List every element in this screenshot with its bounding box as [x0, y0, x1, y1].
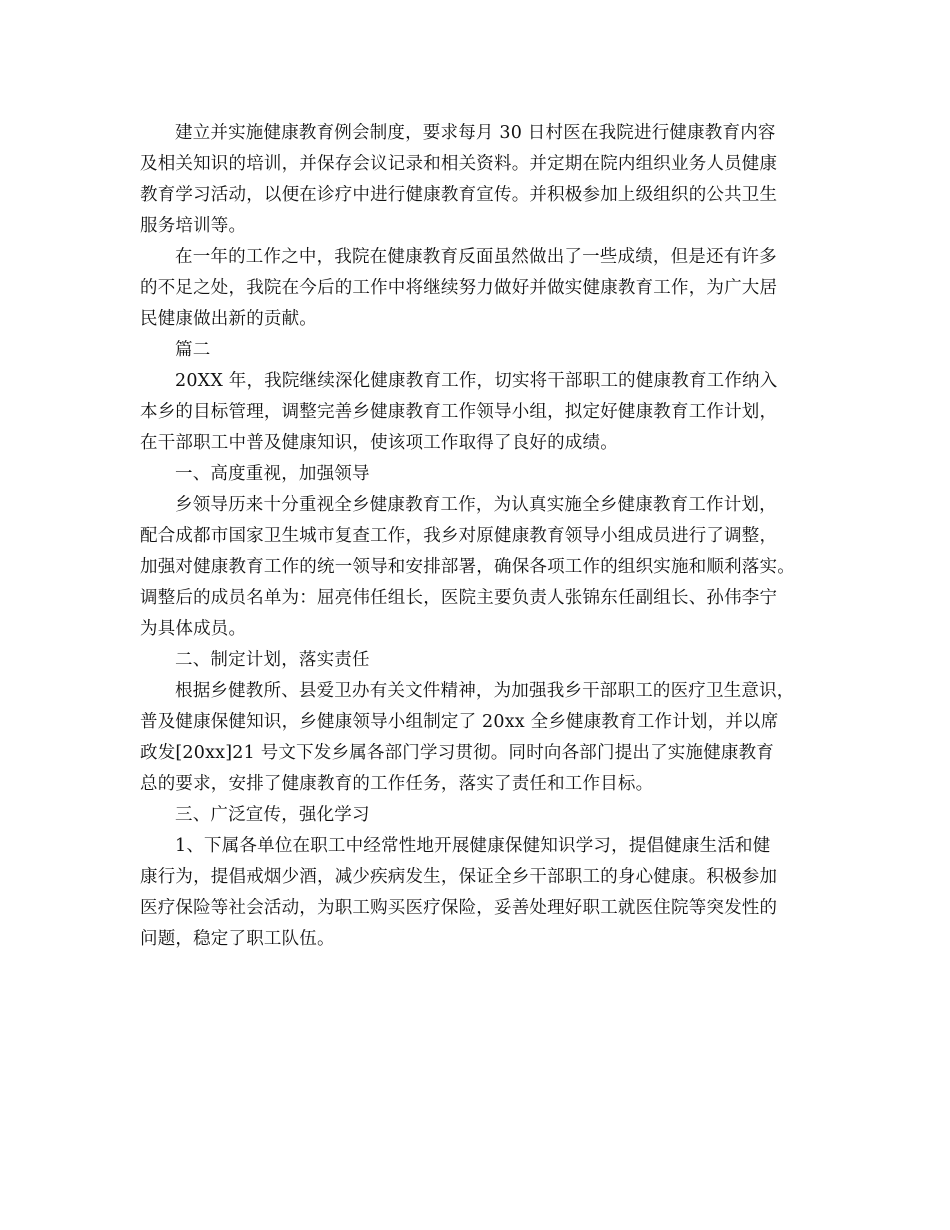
text-line: 总的要求，安排了健康教育的工作任务，落实了责任和工作目标。: [140, 774, 654, 794]
text-line: 民健康做出新的贡献。: [140, 309, 317, 329]
section-heading-one: [140, 459, 820, 490]
text-line: 调整后的成员名单为：屈亮伟任组长，医院主要负责人张锦东任副组长、孙伟李宁: [140, 588, 778, 608]
heading-text: 二、制定计划，落实责任: [175, 650, 370, 670]
text-line: 的不足之处，我院在今后的工作中将继续努力做好并做实健康教育工作，为广大居: [140, 278, 778, 298]
text-line: 20XX 年，我院继续深化健康教育工作，切实将干部职工的健康教育工作纳入: [175, 371, 778, 391]
heading-text: 三、广泛宣传，强化学习: [175, 805, 370, 825]
text-line: 配合成都市国家卫生城市复查工作，我乡对原健康教育领导小组成员进行了调整，: [140, 526, 778, 546]
text-line: 根据乡健教所、县爱卫办有关文件精神，为加强我乡干部职工的医疗卫生意识，: [175, 681, 795, 701]
paragraph-leadership: [140, 490, 820, 645]
text-line: 为具体成员。: [140, 619, 247, 639]
document-body: [140, 118, 820, 955]
paragraph-intro-part-two: [140, 366, 820, 459]
text-line: 康行为，提倡戒烟少酒，减少疾病发生，保证全乡干部职工的身心健康。积极参加: [140, 867, 778, 887]
paragraph-summary: [140, 242, 820, 335]
text-line: 教育学习活动，以便在诊疗中进行健康教育宣传。并积极参加上级组织的公共卫生: [140, 185, 778, 205]
text-line: 医疗保险等社会活动，为职工购买医疗保险，妥善处理好职工就医住院等突发性的: [140, 898, 778, 918]
paragraph-study: [140, 831, 820, 955]
text-line: 在干部职工中普及健康知识，使该项工作取得了良好的成绩。: [140, 433, 618, 453]
heading-text: 一、高度重视，加强领导: [175, 464, 370, 484]
text-line: 普及健康保健知识，乡健康领导小组制定了 20xx 全乡健康教育工作计划，并以席: [140, 712, 779, 732]
text-line: 政发[20xx]21 号文下发乡属各部门学习贯彻。同时向各部门提出了实施健康教育: [140, 743, 774, 763]
text-line: 及相关知识的培训，并保存会议记录和相关资料。并定期在院内组织业务人员健康: [140, 154, 778, 174]
paragraph-meeting-system: [140, 118, 820, 242]
text-line: 本乡的目标管理，调整完善乡健康教育工作领导小组，拟定好健康教育工作计划，: [140, 402, 778, 422]
text-line: 在一年的工作之中，我院在健康教育反面虽然做出了一些成绩，但是还有许多: [175, 247, 777, 267]
text-line: 服务培训等。: [140, 216, 247, 236]
section-heading-part-two: [140, 335, 820, 366]
text-line: 问题，稳定了职工队伍。: [140, 929, 335, 949]
text-line: 乡领导历来十分重视全乡健康教育工作，为认真实施全乡健康教育工作计划，: [175, 495, 777, 515]
text-line: 建立并实施健康教育例会制度，要求每月 30 日村医在我院进行健康教育内容: [175, 123, 776, 143]
text-line: 加强对健康教育工作的统一领导和安排部署，确保各项工作的组织实施和顺利落实。: [140, 557, 795, 577]
section-heading-two: [140, 645, 820, 676]
text-line: 1、下属各单位在职工中经常性地开展健康保健知识学习，提倡健康生活和健: [175, 836, 771, 856]
paragraph-plan: [140, 676, 820, 800]
heading-text: 篇二: [175, 340, 211, 360]
section-heading-three: [140, 800, 820, 831]
